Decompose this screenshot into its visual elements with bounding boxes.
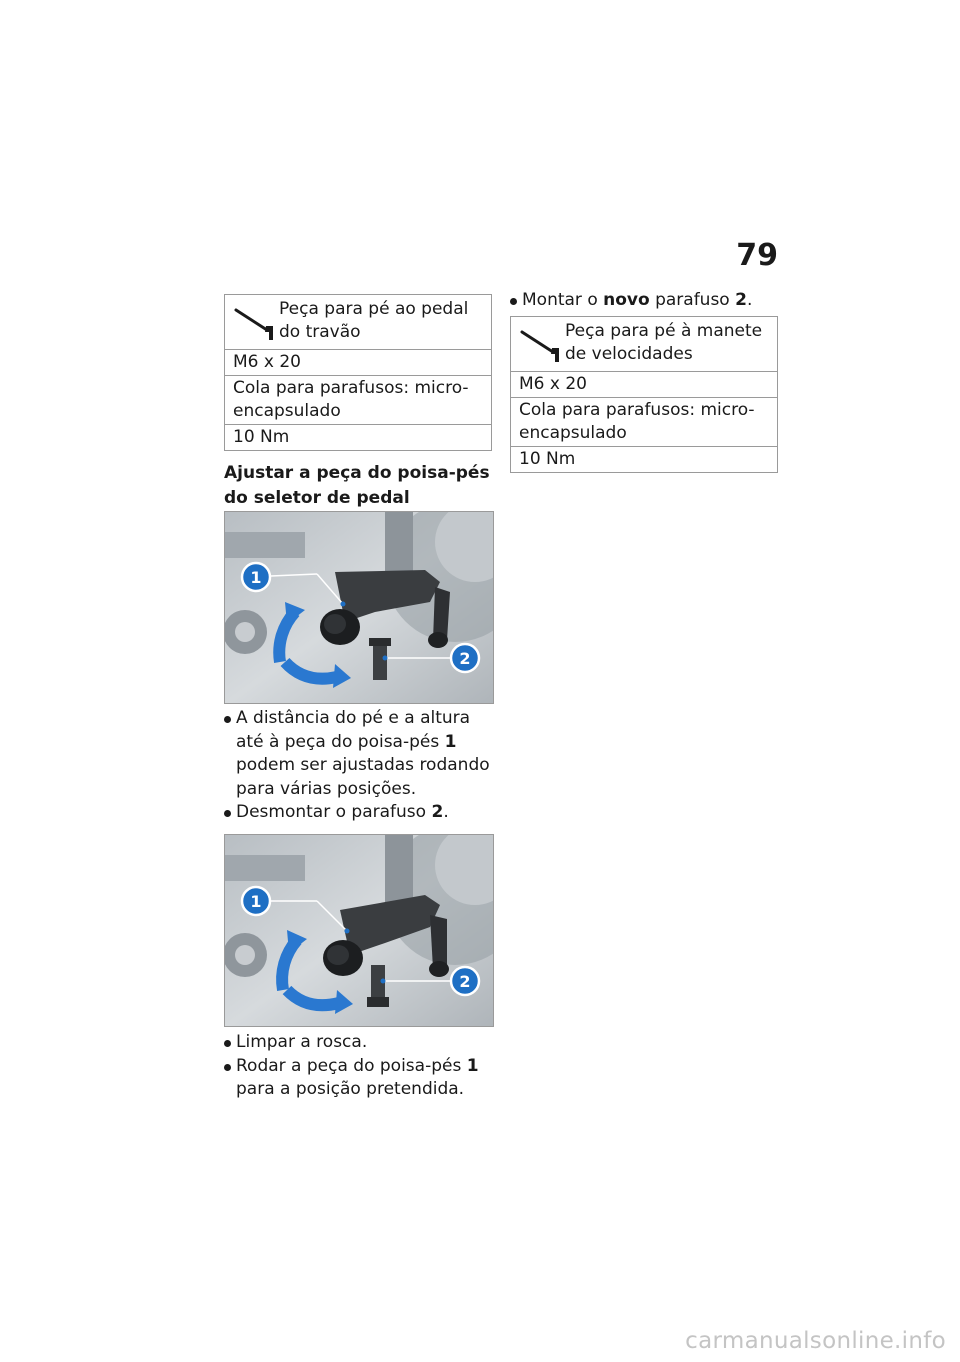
page-number: 79: [736, 238, 778, 273]
torque-table-header: [511, 317, 777, 372]
list-item: Rodar a peça do poisa-pés 1 para a posição pretendida.: [224, 1055, 494, 1102]
torque-table-title: Peça para pé ao pedal do travão: [279, 299, 469, 342]
torque-spec-adhesive: Cola para parafusos: micro-encapsulado: [511, 398, 777, 447]
bullet-list-1: [224, 707, 494, 825]
watermark: carmanualsonline.info: [685, 1328, 946, 1354]
torque-table-title: Peça para pé à manete de velocidades: [565, 321, 763, 364]
callout-2-label: 2: [459, 972, 471, 991]
torque-spec-value: 10 Nm: [233, 427, 290, 447]
torque-spec-value: 10 Nm: [519, 449, 576, 469]
bullet-list-right: [510, 289, 780, 313]
bullet-list-2: [224, 1031, 494, 1102]
figure-footrest-2: [224, 834, 494, 1027]
wrench-icon: [233, 302, 279, 342]
callout-2-label: 2: [459, 649, 471, 668]
ref-number: 2: [431, 802, 444, 822]
torque-spec-bolt: M6 x 20: [225, 350, 491, 376]
torque-table-header: [225, 295, 491, 350]
torque-table-gear: [510, 316, 778, 473]
torque-spec-adhesive: Cola para parafusos: micro-encapsulado: [225, 376, 491, 425]
wrench-icon: [519, 324, 565, 364]
ref-number: 2: [735, 290, 747, 310]
torque-spec-bolt: M6 x 20: [511, 372, 777, 398]
callout-1-label: 1: [250, 568, 262, 587]
list-item: Desmontar o parafuso 2.: [224, 801, 494, 825]
torque-table-brake: [224, 294, 492, 451]
emphasis: novo: [603, 290, 650, 310]
list-item: Montar o novo parafuso 2.: [510, 289, 780, 313]
ref-number: 1: [444, 731, 457, 752]
list-item: A distância do pé e a altura até à peça do poisa-pés 1 podem ser ajustadas rodando para várias posições.: [224, 707, 494, 801]
ref-number: 1: [466, 1055, 479, 1076]
callout-1-label: 1: [250, 892, 262, 911]
section-heading: Ajustar a peça do poisa-pés do seletor de pedal: [224, 463, 490, 508]
figure-footrest-1: [224, 511, 494, 704]
list-item: Limpar a rosca.: [224, 1031, 494, 1055]
